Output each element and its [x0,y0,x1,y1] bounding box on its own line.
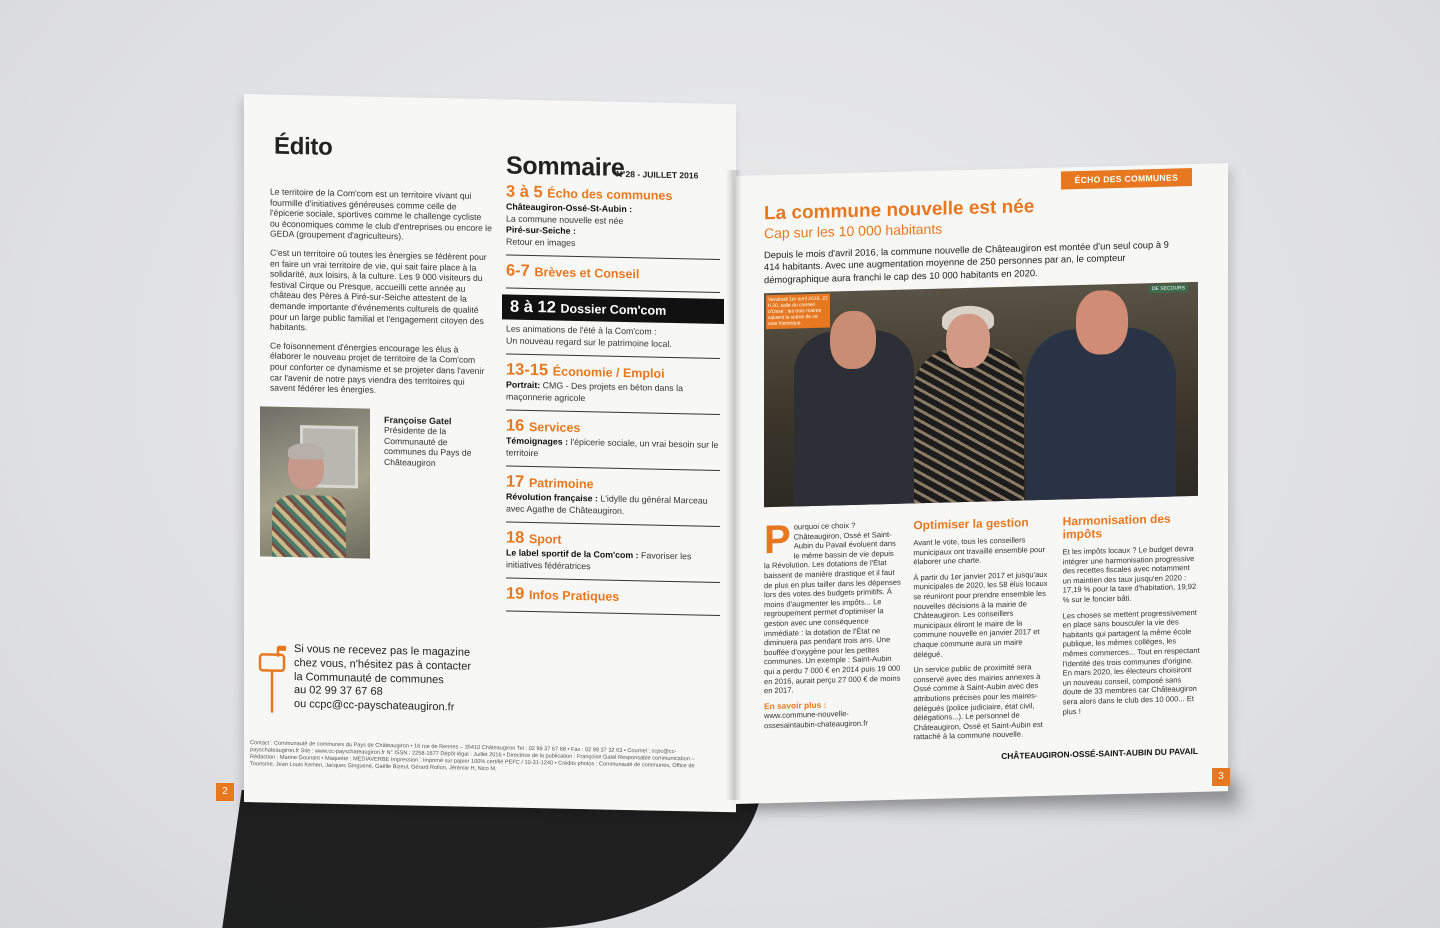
sommaire-label: Économie / Emploi [552,364,665,381]
sommaire-label: Sport [528,531,562,547]
notice-line: Si vous ne recevez pas le magazine [294,643,471,659]
summary-text: La commune nouvelle est née [506,212,624,226]
column-paragraph: ourquoi ce choix ? Châteaugiron, Ossé et Saint-Aubin du Pavail évoluent dans le même bassin de vie depuis la Révolution. Les dotations de l'État baissent de manière drastique et il faut de plus en plus tailler dans les dépenses lors des votes des budgets primitifs. À moins d'augmenter les impôts... Le regroupement permet d'optimiser la gestion avec une conséquence immédiate : la dotation de l'État ne diminuera pas pendant trois ans. Une bouffée d'oxygène pour les petites communes. Un exemple : Saint-Aubin qui a perdu 7 000 € en 2014 puis 19 000 en 2016, aurait perçu 27 000 € de moins en 2017. [764,520,901,696]
sommaire-pages: 3 à 5 [506,182,543,202]
summary-text: CMG - Des projets en béton dans la maçonnerie agricole [506,380,683,403]
issue-number: N°28 - JUILLET 2016 [616,168,699,181]
more-info-label: En savoir plus : [764,699,827,711]
sommaire-item [506,354,720,414]
notice-line: chez vous, n'hésitez pas à contacter [294,656,471,673]
summary-lead: Le label sportif de la Com'com : [506,547,639,561]
edito-paragraph: C'est un territoire où toutes les énergies se fédèrent pour en faire un vrai territoire de vie, qui sait faire place à la solidarité, aux loisirs, à la culture. Les 9 000 visiteurs du festival Cirque ou Presque, accueilli cette année au château des Pères à Piré-sur-Seiche attestent de la demande importante d'événements culturels de qualité pour un large public familial et l'engagement citoyen des habitants. [270,247,487,333]
summary-lead: Châteaugiron-Ossé-St-Aubin : [506,201,633,215]
edito-paragraph: Ce foisonnement d'énergies encourage les élus à élaborer le nouveau projet de territoire de la Com'com pour conforter ce dynamisme et se projeter dans l'avenir car l'avenir de notre pays viendra des territoires qui savent fédérer les énergies. [270,340,485,395]
sommaire-summary [506,547,720,574]
summary-text: L'idylle du général Marceau avec Agathe de Châteaugiron. [506,493,708,516]
credits: Contact : Communauté de communes du Pays de Châteaugiron • 16 rue de Rennes – 35410 Châteaugiron Tel : 02 99 37 67 68 • Fax : 02 99 37 32 63 • Courriel : ccpc@cc-payschateaugiron.fr Site : www.cc-payschateaugiron.fr N° ISSN : 2258-1677 Dépôt légal : Juillet 2016 • Directrice de la publication : Françoise Gatel Responsable communication – Rédaction : Marine Gounant • Maquette : MEDIAVERBE Impression : Imprimé sur papier 100% certifié PEFC / 10-31-1240 • Crédits photos : Communauté de communes, Office de Tourisme, Jean Louis Kemen, Jacques Ginguené, Gaëlle Bizeul, Gérard Rollon, Jérémie H, Nico M. [250,740,695,773]
photo-caption: Vendredi 1er avril 2016, 22 h 30, salle du conseil d'Ossé : les trois maires saluent la scène de ce vote historique. [766,294,830,330]
sommaire-pages: 6-7 [506,261,530,280]
article-columns [764,512,1200,752]
sommaire-label: Infos Pratiques [528,587,620,604]
column-paragraph: Et les impôts locaux ? Le budget devra intégrer une harmonisation progressive des recettes fiscales avec notamment un maintien des taux jusqu'en 2020 : 17,19 % pour la taxe d'habitation, 19,92 % sur le foncier bâti. [1062,544,1197,605]
sommaire-title: Sommaire [506,151,625,182]
column-2 [913,516,1050,748]
sommaire [506,151,720,615]
notice-email: ou ccpc@cc-payschateaugiron.fr [294,698,455,714]
summary-lead: Témoignages : [506,435,569,447]
signature [384,415,484,469]
sommaire-label: Brèves et Conseil [534,265,640,282]
more-info-link[interactable]: www.commune-nouvelle-ossesaintaubin-chateaugiron.fr [764,709,868,731]
signature-name: Françoise Gatel [384,414,452,427]
mayors-photo [764,282,1198,507]
more-info [764,698,901,730]
summary-text: l'épicerie sociale, un vrai besoin sur le territoire [506,436,719,458]
president-portrait [260,406,370,558]
edito-title: Édito [274,132,333,161]
subscription-notice [294,643,471,716]
sommaire-item [506,466,720,526]
summary-text: Favoriser les initiatives fédératrices [506,550,692,571]
summary-lead: Piré-sur-Seiche : [506,224,576,236]
sommaire-label: Patrimoine [528,475,594,492]
right-page [736,163,1228,804]
left-page [244,94,736,812]
summary-lead: Révolution française : [506,491,598,504]
article-lede: Depuis le mois d'avril 2016, la commune nouvelle de Châteaugiron est montée d'un seul coup à 9 414 habitants. Avec une augmentation moyenne de 250 personnes par an, le compteur démographique aura franchi le cap des 10 000 habitants en 2020. [764,238,1169,286]
sommaire-item [506,578,720,615]
article-title: La commune nouvelle est née [764,196,1035,225]
sommaire-pages: 13-15 [506,360,549,380]
column-paragraph: Un service public de proximité sera conservé avec des mairies annexes à Ossé comme à Saint-Aubin avec des attributions précises pour les maires-délégués (police judiciaire, état civil, délégations...). Le personnel de Châteaugiron, Ossé et Saint-Aubin est rattaché à la commune nouvelle. [913,662,1043,742]
section-tag: ÉCHO DES COMMUNES [1061,168,1192,189]
sommaire-item [506,410,720,470]
sommaire-label: Dossier Com'com [560,301,667,318]
summary-text: Un nouveau regard sur le patrimoine local. [506,334,672,349]
gutter [726,170,742,800]
sommaire-summary [506,379,720,406]
edito-text [270,187,492,406]
sommaire-item-heading [502,294,724,324]
mailbox-icon [256,642,292,715]
summary-text: Retour en images [506,235,576,248]
photo-sign: DE SECOURS [1149,284,1188,293]
summary-lead: Portrait: [506,379,541,391]
sommaire-item-heading [506,261,720,284]
edito-paragraph: Le territoire de la Com'com est un territoire vivant qui fourmille d'initiatives généreuses comme celle de l'épicerie sociale, sportives comme le challenge cycliste ou économiques comme le club d'entreprises ou encore le GEDA (groupement d'agriculteurs). [270,186,492,242]
notice-phone: au 02 99 37 67 68 [294,684,383,699]
column-1 [764,517,901,752]
sommaire-list [506,176,720,615]
column-heading: Optimiser la gestion [913,515,1029,533]
drop-cap: P [764,517,791,563]
sommaire-summary [506,491,720,518]
column-paragraph: À partir du 1er janvier 2017 et jusqu'aux municipales de 2020, les 58 élus locaux se réuniront pour prendre ensemble les nouvelles décisions à la mairie de Châteaugiron. Les conseillers municipaux éliront le maire de la commune nouvelle en janvier 2017 et chaque commune aura un maire délégué. [913,569,1048,659]
sommaire-pages: 8 à 12 [510,297,556,317]
signature-role: Présidente de la Communauté de communes du Pays de Châteaugiron [384,425,472,468]
column-paragraph: Les choses se mettent progressivement en place sans bousculer la vie des habitants qui partagent la même école publique, les mêmes collèges, les mêmes commerces... Tout en respectant l'identité des trois communes d'origine. En mars 2020, les électeurs choisiront un nouveau conseil, composé sans doute de 33 membres car Châteaugiron sera alors dans le club des 10 000... Et plus ! [1062,607,1200,716]
sommaire-item [506,522,720,582]
sommaire-label: Écho des communes [547,186,673,203]
column-paragraph: Avant le vote, tous les conseillers municipaux ont travaillé ensemble pour élaborer une charte. [913,535,1046,567]
column-heading: Harmonisation des impôts [1062,511,1171,542]
sommaire-pages: 16 [506,416,525,435]
page-number-left: 2 [216,783,234,801]
sommaire-item-heading [506,584,720,607]
summary-text: Les animations de l'été à la Com'com : [506,323,657,337]
sommaire-item [506,176,720,259]
article-subtitle: Cap sur les 10 000 habitants [764,220,943,242]
page-number-right: 3 [1212,768,1230,786]
sommaire-pages: 19 [506,584,525,603]
sommaire-item [506,288,720,358]
notice-line: la Communauté de communes [294,670,444,686]
sommaire-pages: 18 [506,528,525,547]
sommaire-pages: 17 [506,472,525,491]
sommaire-summary [506,435,720,462]
commune-footer: CHÂTEAUGIRON-OSSÉ-SAINT-AUBIN DU PAVAIL [1001,745,1198,762]
sommaire-label: Services [528,419,581,436]
column-3 [1063,512,1200,744]
sommaire-item [506,255,720,292]
